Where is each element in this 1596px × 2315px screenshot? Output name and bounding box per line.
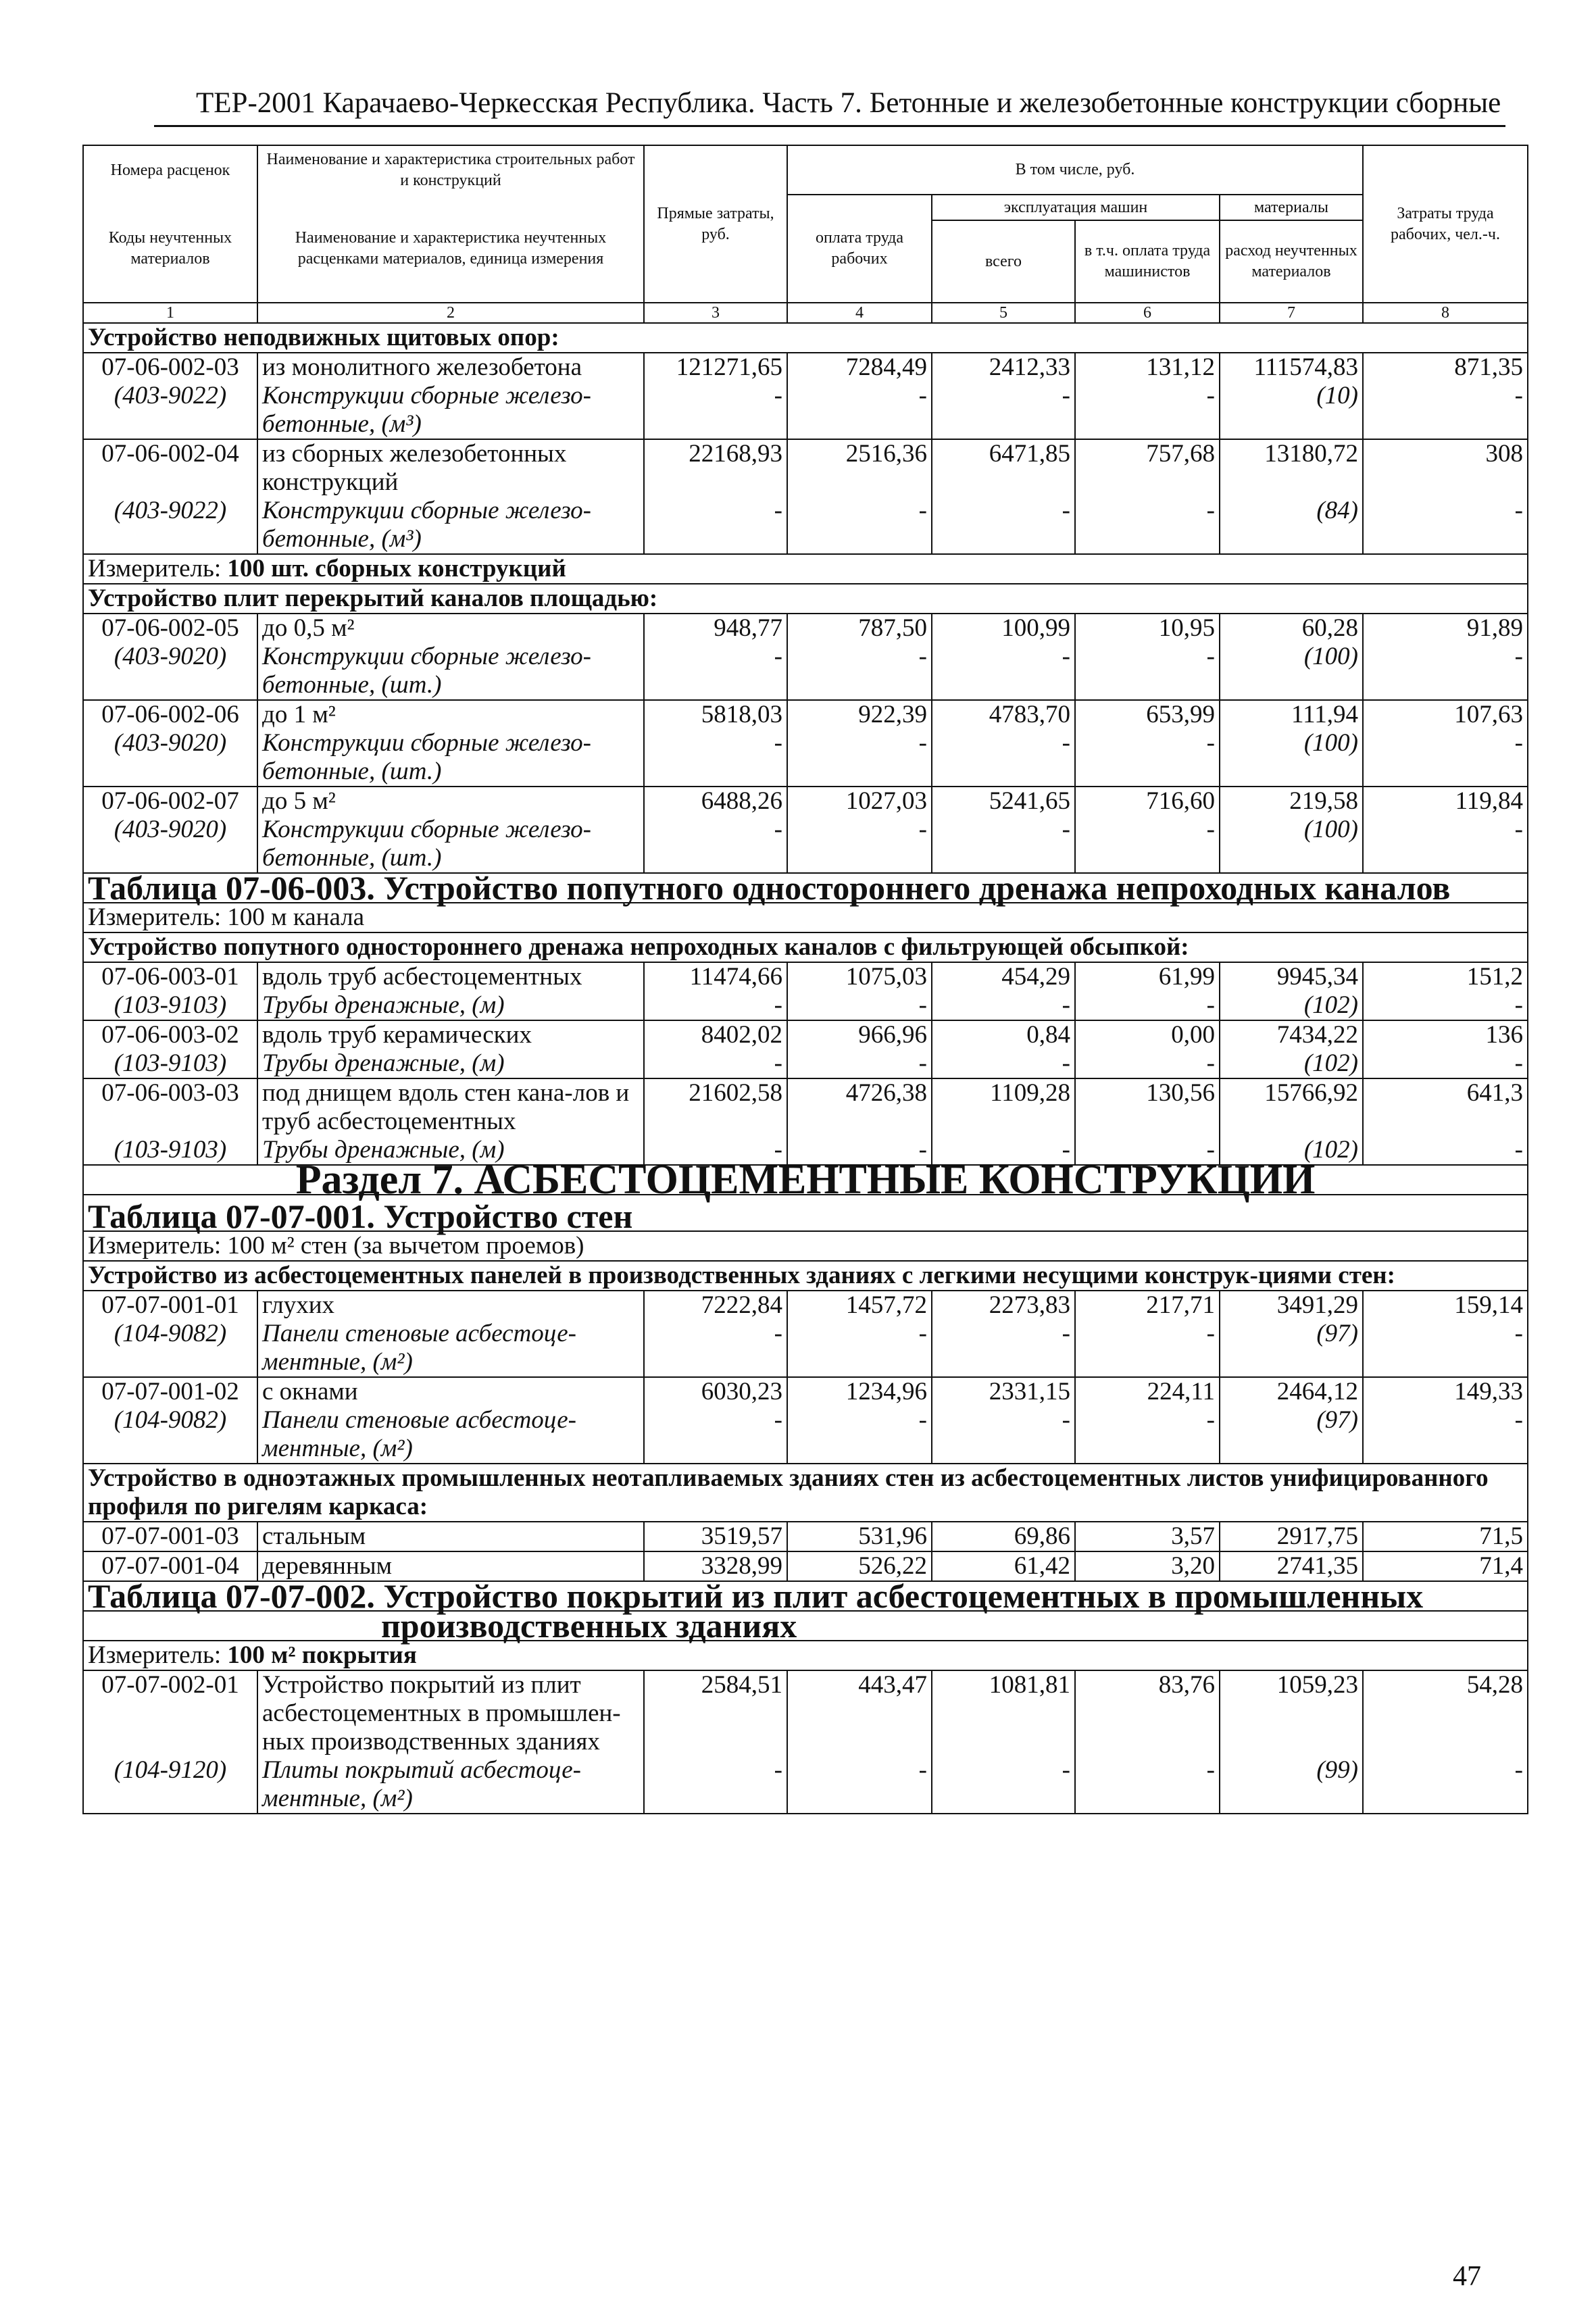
- material-row: [83, 1406, 1528, 1464]
- rate-name: с окнами: [257, 1377, 644, 1406]
- machinist-wages: 130,56: [1075, 1078, 1220, 1136]
- rate-code: 07-06-003-02: [83, 1020, 257, 1049]
- material-code: (403-9022): [83, 382, 257, 439]
- col-index: 6: [1075, 303, 1220, 323]
- material-code: (104-9082): [83, 1320, 257, 1377]
- col-index: 3: [644, 303, 787, 323]
- labor: 71,4: [1363, 1551, 1528, 1581]
- measure-unit: [83, 554, 1528, 584]
- labor: 119,84: [1363, 787, 1528, 816]
- col-material-name: Наименование и характеристика неучтенных расценками материалов, единица измерения: [257, 195, 644, 303]
- material-value: -: [644, 1756, 787, 1814]
- material-quantity: (102): [1220, 1136, 1363, 1165]
- material-value: -: [1363, 1756, 1528, 1814]
- machines-total: 0,84: [932, 1020, 1075, 1049]
- materials: 1059,23: [1220, 1670, 1363, 1756]
- material-value: -: [787, 729, 932, 787]
- materials: 15766,92: [1220, 1078, 1363, 1136]
- table-title-row: [83, 873, 1528, 903]
- material-code: (403-9020): [83, 729, 257, 787]
- rate-name: до 5 м²: [257, 787, 644, 816]
- materials: 7434,22: [1220, 1020, 1363, 1049]
- material-code: (104-9082): [83, 1406, 257, 1464]
- rate-name: до 1 м²: [257, 700, 644, 729]
- col-materials: материалы: [1220, 195, 1363, 220]
- material-name: Конструкции сборные железо-бетонные, (м³): [257, 382, 644, 439]
- material-value: -: [1363, 991, 1528, 1020]
- material-value: -: [1363, 729, 1528, 787]
- page-number: 47: [1453, 2261, 1481, 2292]
- machinist-wages: 217,71: [1075, 1291, 1220, 1320]
- rate-row: [83, 1291, 1528, 1320]
- machinist-wages: 716,60: [1075, 787, 1220, 816]
- column-index-row: [83, 303, 1528, 323]
- rate-row: [83, 1020, 1528, 1049]
- material-value: -: [1075, 1756, 1220, 1814]
- materials: 111,94: [1220, 700, 1363, 729]
- machinist-wages: 61,99: [1075, 962, 1220, 991]
- material-value: -: [1075, 497, 1220, 554]
- col-labor: Затраты труда рабочих, чел.-ч.: [1363, 145, 1528, 303]
- material-value: -: [787, 1406, 932, 1464]
- col-including: В том числе, руб.: [787, 145, 1363, 195]
- measure-row: [83, 1231, 1528, 1261]
- material-value: -: [787, 991, 932, 1020]
- rate-code: 07-06-003-03: [83, 1078, 257, 1136]
- col-index: 5: [932, 303, 1075, 323]
- material-name: Трубы дренажные, (м): [257, 1136, 644, 1165]
- material-value: -: [644, 991, 787, 1020]
- material-name: Трубы дренажные, (м): [257, 991, 644, 1020]
- machinist-wages: 3,20: [1075, 1551, 1220, 1581]
- measure-unit: [83, 1641, 1528, 1670]
- machines-total: 61,42: [932, 1551, 1075, 1581]
- measure-value: 100 м² покрытия: [227, 1641, 417, 1669]
- material-value: -: [932, 643, 1075, 700]
- section-heading-row: [83, 1261, 1528, 1291]
- col-materials-unaccounted: расход неучтенных материалов: [1220, 220, 1363, 303]
- material-name: Конструкции сборные железо-бетонные, (шт.): [257, 816, 644, 873]
- direct-costs: 5818,03: [644, 700, 787, 729]
- material-value: -: [1363, 643, 1528, 700]
- labor: 136: [1363, 1020, 1528, 1049]
- direct-costs: 121271,65: [644, 353, 787, 382]
- measure-row: [83, 903, 1528, 932]
- rate-name: под днищем вдоль стен кана-лов и труб асбестоцементных: [257, 1078, 644, 1136]
- material-row: [83, 382, 1528, 439]
- table-title-row: [83, 1611, 1528, 1641]
- wages: 1457,72: [787, 1291, 932, 1320]
- table-title: Таблица 07-06-003. Устройство попутного одностороннего дренажа непроходных каналов: [83, 873, 1528, 903]
- col-codes: Коды неучтенных материалов: [83, 195, 257, 303]
- machinist-wages: 131,12: [1075, 353, 1220, 382]
- material-quantity: (100): [1220, 816, 1363, 873]
- rate-name: деревянным: [257, 1551, 644, 1581]
- col-index: 8: [1363, 303, 1528, 323]
- direct-costs: 6030,23: [644, 1377, 787, 1406]
- header-rule: [154, 125, 1505, 127]
- measure-label: Измеритель:: [88, 1232, 222, 1260]
- material-value: -: [644, 729, 787, 787]
- rate-name: Устройство покрытий из плит асбестоцементных в промышлен-ных производственных зданиях: [257, 1670, 644, 1756]
- section-heading: Устройство неподвижных щитовых опор:: [83, 323, 1528, 353]
- material-name: Конструкции сборные железо-бетонные, (м³): [257, 497, 644, 554]
- table-title-continued: производственных зданиях: [83, 1611, 1528, 1641]
- col-work-name: Наименование и характеристика строительных работ и конструкций: [257, 145, 644, 195]
- material-code: (104-9120): [83, 1756, 257, 1814]
- machinist-wages: 224,11: [1075, 1377, 1220, 1406]
- machines-total: 69,86: [932, 1522, 1075, 1551]
- material-value: -: [1363, 1320, 1528, 1377]
- material-value: -: [932, 729, 1075, 787]
- rate-name: вдоль труб асбестоцементных: [257, 962, 644, 991]
- material-value: -: [787, 382, 932, 439]
- measure-value: 100 м канала: [227, 903, 365, 931]
- material-value: -: [1363, 497, 1528, 554]
- material-row: [83, 991, 1528, 1020]
- material-value: -: [1363, 1049, 1528, 1078]
- wages: 4726,38: [787, 1078, 932, 1136]
- labor: 149,33: [1363, 1377, 1528, 1406]
- machines-total: 4783,70: [932, 700, 1075, 729]
- rate-row: [83, 439, 1528, 497]
- wages: 966,96: [787, 1020, 932, 1049]
- machines-total: 2331,15: [932, 1377, 1075, 1406]
- material-value: -: [932, 816, 1075, 873]
- rate-row: [83, 787, 1528, 816]
- material-quantity: (99): [1220, 1756, 1363, 1814]
- material-value: -: [1363, 1136, 1528, 1165]
- part-heading: Раздел 7. АСБЕСТОЦЕМЕНТНЫЕ КОНСТРУКЦИИ: [83, 1165, 1528, 1195]
- column-header-row: [83, 145, 1528, 195]
- rate-code: 07-06-002-06: [83, 700, 257, 729]
- rate-name: вдоль труб керамических: [257, 1020, 644, 1049]
- material-value: -: [1363, 816, 1528, 873]
- col-index: 1: [83, 303, 257, 323]
- direct-costs: 6488,26: [644, 787, 787, 816]
- material-value: -: [1075, 729, 1220, 787]
- material-value: -: [644, 1406, 787, 1464]
- rate-name: до 0,5 м²: [257, 614, 644, 643]
- direct-costs: 3328,99: [644, 1551, 787, 1581]
- material-value: -: [787, 816, 932, 873]
- material-quantity: (102): [1220, 1049, 1363, 1078]
- labor: 151,2: [1363, 962, 1528, 991]
- material-quantity: (100): [1220, 729, 1363, 787]
- material-row: [83, 1320, 1528, 1377]
- material-row: [83, 643, 1528, 700]
- materials: 111574,83: [1220, 353, 1363, 382]
- col-wages: оплата труда рабочих: [787, 195, 932, 303]
- rate-code: 07-06-002-03: [83, 353, 257, 382]
- rate-name: стальным: [257, 1522, 644, 1551]
- wages: 443,47: [787, 1670, 932, 1756]
- material-code: (103-9103): [83, 991, 257, 1020]
- rate-row: [83, 1670, 1528, 1756]
- col-index: 7: [1220, 303, 1363, 323]
- material-name: Плиты покрытий асбестоце-ментные, (м²): [257, 1756, 644, 1814]
- rates-table: [82, 145, 1528, 1814]
- labor: 71,5: [1363, 1522, 1528, 1551]
- material-value: -: [1075, 991, 1220, 1020]
- direct-costs: 21602,58: [644, 1078, 787, 1136]
- material-value: -: [1075, 643, 1220, 700]
- column-header-row: [83, 195, 1528, 220]
- material-value: -: [787, 497, 932, 554]
- measure-value: 100 м² стен (за вычетом проемов): [227, 1232, 584, 1260]
- rate-code: 07-07-001-03: [83, 1522, 257, 1551]
- section-heading-row: [83, 1464, 1528, 1522]
- material-value: -: [932, 1320, 1075, 1377]
- labor: 91,89: [1363, 614, 1528, 643]
- direct-costs: 3519,57: [644, 1522, 787, 1551]
- rate-row: [83, 1078, 1528, 1136]
- rate-code: 07-06-002-04: [83, 439, 257, 497]
- material-row: [83, 497, 1528, 554]
- material-value: -: [1075, 1406, 1220, 1464]
- direct-costs: 7222,84: [644, 1291, 787, 1320]
- running-header: ТЕР-2001 Карачаево-Черкесская Республика. Часть 7. Бетонные и железобетонные конструкции сборные: [196, 87, 1501, 119]
- materials: 13180,72: [1220, 439, 1363, 497]
- material-value: -: [932, 1406, 1075, 1464]
- rate-code: 07-07-002-01: [83, 1670, 257, 1756]
- material-row: [83, 729, 1528, 787]
- wages: 531,96: [787, 1522, 932, 1551]
- col-machinist-wages: в т.ч. оплата труда машинистов: [1075, 220, 1220, 303]
- materials: 219,58: [1220, 787, 1363, 816]
- wages: 1075,03: [787, 962, 932, 991]
- material-value: -: [1075, 382, 1220, 439]
- material-value: -: [644, 1320, 787, 1377]
- material-value: -: [1075, 1049, 1220, 1078]
- material-value: -: [787, 1756, 932, 1814]
- wages: 2516,36: [787, 439, 932, 497]
- material-value: -: [644, 1136, 787, 1165]
- material-quantity: (102): [1220, 991, 1363, 1020]
- rate-code: 07-06-002-05: [83, 614, 257, 643]
- rate-name: из сборных железобетонных конструкций: [257, 439, 644, 497]
- material-value: -: [644, 1049, 787, 1078]
- material-value: -: [787, 1049, 932, 1078]
- rate-code: 07-07-001-04: [83, 1551, 257, 1581]
- material-row: [83, 1756, 1528, 1814]
- materials: 2464,12: [1220, 1377, 1363, 1406]
- section-heading: Устройство плит перекрытий каналов площадью:: [83, 584, 1528, 614]
- material-value: -: [1363, 382, 1528, 439]
- material-code: (403-9020): [83, 643, 257, 700]
- col-machines: эксплуатация машин: [932, 195, 1220, 220]
- section-heading-row: [83, 323, 1528, 353]
- material-value: -: [932, 1756, 1075, 1814]
- measure-value: 100 шт. сборных конструкций: [227, 555, 566, 582]
- material-code: (403-9020): [83, 816, 257, 873]
- direct-costs: 8402,02: [644, 1020, 787, 1049]
- labor: 54,28: [1363, 1670, 1528, 1756]
- measure-unit: [83, 903, 1528, 932]
- wages: 1234,96: [787, 1377, 932, 1406]
- material-value: -: [644, 643, 787, 700]
- material-name: Конструкции сборные железо-бетонные, (шт.): [257, 729, 644, 787]
- material-row: [83, 1049, 1528, 1078]
- table-title: Таблица 07-07-001. Устройство стен: [83, 1195, 1528, 1231]
- wages: 1027,03: [787, 787, 932, 816]
- material-quantity: (97): [1220, 1320, 1363, 1377]
- machines-total: 5241,65: [932, 787, 1075, 816]
- material-value: -: [787, 1320, 932, 1377]
- direct-costs: 22168,93: [644, 439, 787, 497]
- machines-total: 2412,33: [932, 353, 1075, 382]
- material-value: -: [644, 382, 787, 439]
- measure-label: Измеритель:: [88, 1641, 222, 1669]
- rate-row: [83, 353, 1528, 382]
- wages: 7284,49: [787, 353, 932, 382]
- material-code: (103-9103): [83, 1049, 257, 1078]
- machines-total: 454,29: [932, 962, 1075, 991]
- rate-row: [83, 1377, 1528, 1406]
- measure-label: Измеритель:: [88, 903, 222, 931]
- rate-row: [83, 700, 1528, 729]
- material-value: -: [932, 1136, 1075, 1165]
- rate-row: [83, 1522, 1528, 1551]
- section-heading: Устройство попутного одностороннего дренажа непроходных каналов с фильтрующей обсыпкой:: [83, 932, 1528, 962]
- rate-name: глухих: [257, 1291, 644, 1320]
- machines-total: 1081,81: [932, 1670, 1075, 1756]
- rate-row: [83, 614, 1528, 643]
- material-value: -: [1075, 816, 1220, 873]
- wages: 787,50: [787, 614, 932, 643]
- machinist-wages: 0,00: [1075, 1020, 1220, 1049]
- machinist-wages: 3,57: [1075, 1522, 1220, 1551]
- machinist-wages: 757,68: [1075, 439, 1220, 497]
- col-direct-costs: Прямые затраты, руб.: [644, 145, 787, 303]
- material-name: Конструкции сборные железо-бетонные, (шт.): [257, 643, 644, 700]
- rate-code: 07-06-002-07: [83, 787, 257, 816]
- material-value: -: [787, 643, 932, 700]
- material-value: -: [1075, 1320, 1220, 1377]
- materials: 2741,35: [1220, 1551, 1363, 1581]
- rate-name: из монолитного железобетона: [257, 353, 644, 382]
- machinist-wages: 653,99: [1075, 700, 1220, 729]
- rate-code: 07-06-003-01: [83, 962, 257, 991]
- material-value: -: [1363, 1406, 1528, 1464]
- labor: 641,3: [1363, 1078, 1528, 1136]
- material-name: Панели стеновые асбестоце-ментные, (м²): [257, 1320, 644, 1377]
- materials: 3491,29: [1220, 1291, 1363, 1320]
- machines-total: 1109,28: [932, 1078, 1075, 1136]
- labor: 159,14: [1363, 1291, 1528, 1320]
- col-numbers: Номера расценок: [83, 145, 257, 195]
- material-value: -: [787, 1136, 932, 1165]
- rate-code: 07-07-001-02: [83, 1377, 257, 1406]
- labor: 308: [1363, 439, 1528, 497]
- material-quantity: (84): [1220, 497, 1363, 554]
- material-value: -: [932, 382, 1075, 439]
- materials: 9945,34: [1220, 962, 1363, 991]
- section-heading: Устройство из асбестоцементных панелей в производственных зданиях с легкими несущими конструк-циями стен:: [83, 1261, 1528, 1291]
- measure-row: [83, 554, 1528, 584]
- materials: 60,28: [1220, 614, 1363, 643]
- section-heading: Устройство в одноэтажных промышленных неотапливаемых зданиях стен из асбестоцементных листов унифицированного профиля по ригелям каркаса:: [83, 1464, 1528, 1522]
- material-name: Трубы дренажные, (м): [257, 1049, 644, 1078]
- machines-total: 100,99: [932, 614, 1075, 643]
- material-value: -: [644, 816, 787, 873]
- section-heading-row: [83, 932, 1528, 962]
- material-row: [83, 816, 1528, 873]
- rate-code: 07-07-001-01: [83, 1291, 257, 1320]
- material-value: -: [644, 497, 787, 554]
- labor: 871,35: [1363, 353, 1528, 382]
- part-heading-row: [83, 1165, 1528, 1195]
- section-heading-row: [83, 584, 1528, 614]
- direct-costs: 2584,51: [644, 1670, 787, 1756]
- material-quantity: (10): [1220, 382, 1363, 439]
- measure-row: [83, 1641, 1528, 1670]
- material-quantity: (97): [1220, 1406, 1363, 1464]
- labor: 107,63: [1363, 700, 1528, 729]
- material-code: (403-9022): [83, 497, 257, 554]
- col-machines-total: всего: [932, 220, 1075, 303]
- material-name: Панели стеновые асбестоце-ментные, (м²): [257, 1406, 644, 1464]
- rate-row: [83, 962, 1528, 991]
- measure-label: Измеритель:: [88, 555, 222, 582]
- measure-unit: [83, 1231, 1528, 1261]
- materials: 2917,75: [1220, 1522, 1363, 1551]
- machinist-wages: 83,76: [1075, 1670, 1220, 1756]
- col-index: 2: [257, 303, 644, 323]
- table-title-row: [83, 1581, 1528, 1611]
- material-quantity: (100): [1220, 643, 1363, 700]
- machines-total: 2273,83: [932, 1291, 1075, 1320]
- table-title: Таблица 07-07-002. Устройство покрытий из плит асбестоцементных в промышленных: [83, 1581, 1528, 1611]
- machines-total: 6471,85: [932, 439, 1075, 497]
- direct-costs: 948,77: [644, 614, 787, 643]
- material-value: -: [932, 991, 1075, 1020]
- material-code: (103-9103): [83, 1136, 257, 1165]
- material-value: -: [932, 1049, 1075, 1078]
- material-value: -: [1075, 1136, 1220, 1165]
- wages: 526,22: [787, 1551, 932, 1581]
- col-index: 4: [787, 303, 932, 323]
- direct-costs: 11474,66: [644, 962, 787, 991]
- wages: 922,39: [787, 700, 932, 729]
- machinist-wages: 10,95: [1075, 614, 1220, 643]
- material-value: -: [932, 497, 1075, 554]
